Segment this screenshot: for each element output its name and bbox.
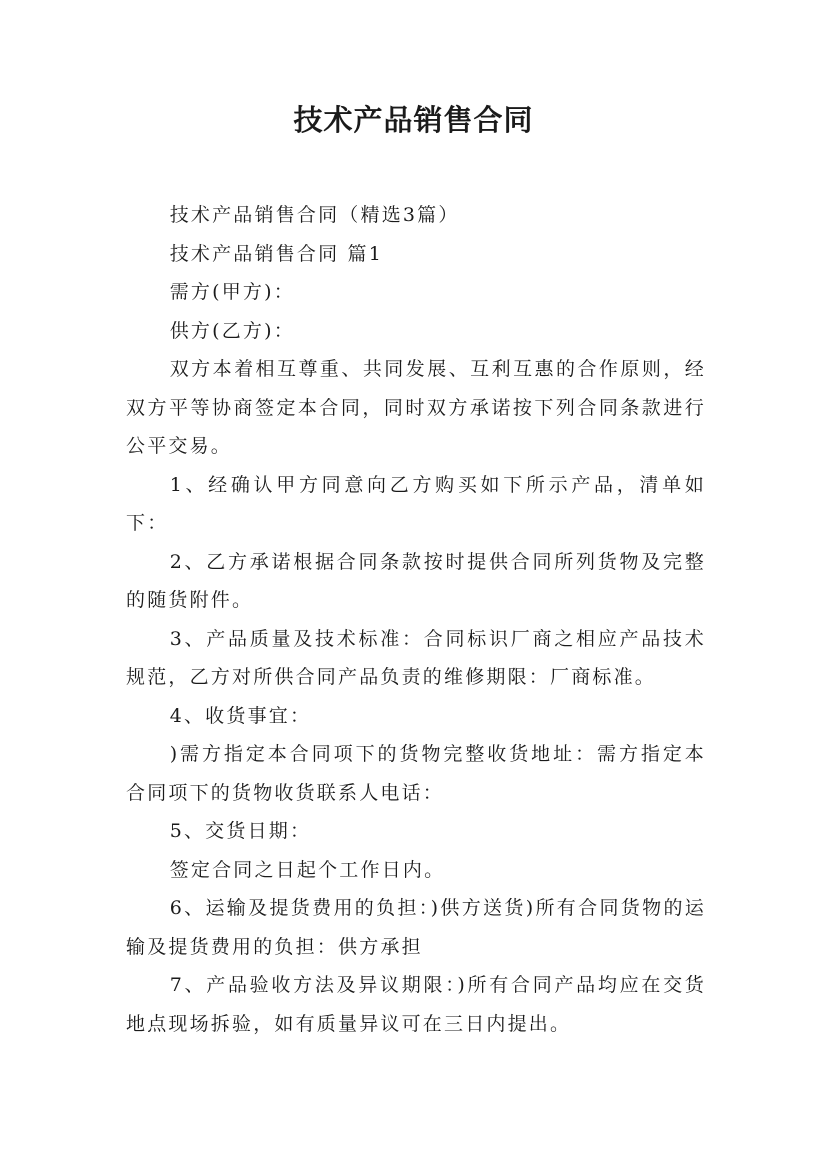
paragraph-clause-3: 3、产品质量及技术标准：合同标识厂商之相应产品技术规范，乙方对所供合同产品负责的维修期限：厂商标准。 — [126, 627, 706, 688]
paragraph-clause-4-detail: )需方指定本合同项下的货物完整收货地址：需方指定本合同项下的货物收货联系人电话： — [126, 743, 706, 804]
paragraph-clause-5-detail: 签定合同之日起个工作日内。 — [169, 858, 446, 881]
paragraph-clause-6: 6、运输及提货费用的负担：)供方送货)所有合同货物的运输及提货费用的负担：供方承担 — [126, 897, 706, 958]
paragraph-subtitle: 技术产品销售合同（精选3篇） — [169, 204, 460, 226]
paragraph-clause-5: 5、交货日期： — [169, 820, 312, 842]
paragraph-party-a: 需方(甲方)： — [169, 281, 295, 303]
paragraph-clause-4: 4、收货事宜： — [169, 704, 312, 727]
paragraph-clause-7: 7、产品验收方法及异议期限：)所有合同产品均应在交货地点现场拆验，如有质量异议可在三日内提出。 — [126, 974, 706, 1035]
paragraph-clause-2: 2、乙方承诺根据合同条款按时提供合同所列货物及完整的随货附件。 — [126, 550, 706, 611]
paragraph-clause-1: 1、经确认甲方同意向乙方购买如下所示产品，清单如下： — [126, 473, 706, 534]
paragraph-party-b: 供方(乙方)： — [169, 319, 295, 342]
paragraph-section-heading: 技术产品销售合同 篇1 — [169, 242, 384, 265]
paragraph-preamble: 双方本着相互尊重、共同发展、互利互惠的合作原则，经双方平等协商签定本合同，同时双方承诺按下列合同条款进行公平交易。 — [126, 358, 706, 457]
document-body — [126, 196, 706, 1043]
document-title: 技术产品销售合同 — [293, 103, 534, 137]
